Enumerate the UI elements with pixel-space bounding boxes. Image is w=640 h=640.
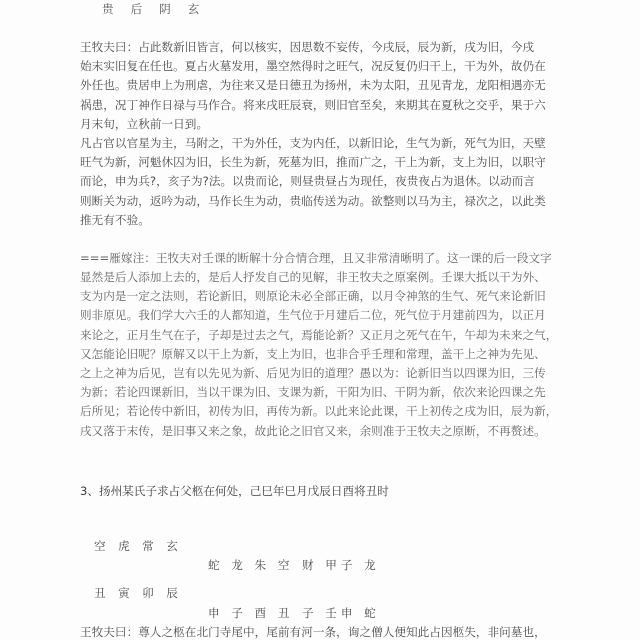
paragraph-2-line-2: 旺气为新，河魁休囚为旧，长生为新，死墓为旧，推而广之，干上为新，支上为旧，以职守 (80, 155, 546, 170)
annotation-line-2: 显然是后人添加上去的，是后人抒发自己的见解，非王牧夫之原案例。壬课大抵以干为外、 (80, 270, 546, 285)
paragraph-2-line-3: 而论，申为兵?，亥子为?法。以贵而论，则昼贵昼占为现任，夜贵夜占为退休。以动而言 (80, 174, 535, 189)
annotation-line-10: 戌又落于末传，是旧事又来之象，故此论之旧官又来，余则准于王牧夫之原断，不再赘述。 (80, 423, 546, 438)
annotation-line-5: 来论之，正月生气在子，子却是过去之气，焉能论新？又正月之死气在午，午却为未来之气， (80, 327, 558, 342)
annotation-line-8: 为新；若论四课新旧，当以干课为旧、支课为新，干阳为旧、干阴为新，依次来论四课之先 (80, 385, 546, 400)
paragraph-2-line-5: 推无有不验。 (80, 212, 150, 227)
paragraph-1-line-4: 祸患，况丁神作日禄与马作合。将来戌旺辰衰，则旧官至矣，来期其在夏秋之交乎，果于六 (80, 97, 546, 112)
tianpan-top-generals: 空 虎 常 玄 (94, 538, 183, 553)
paragraph-1-line-2: 始末实旧复在任也。夏占火墓发用，墨空然得时之旺气，况反复仍归干上，干为外，故仍在 (80, 59, 546, 74)
annotation-line-4: 则非原见。我们学大六壬的人都知道，生气位于月建后二位，死气位于月建前四为，以正月 (80, 308, 546, 323)
sanchuan-row-1: 财 甲子 龙 (302, 558, 380, 573)
sike-generals-row: 蛇 龙 朱 空 (208, 558, 294, 573)
carryover-generals-line: 贵 后 阴 玄 (102, 2, 203, 16)
tianpan-top-branches: 丑 寅 卯 辰 (94, 586, 183, 601)
paragraph-2-line-1: 凡占官以官星为主，马附之，干为外任，支为内任，以新旧论，生气为新，死气为旧，天壁 (80, 135, 546, 150)
paragraph-1-line-1: 王牧夫曰：占此数新旧皆言，何以核实，因思数不妄传，今戌辰，辰为新，戌为旧，今戌 (80, 40, 535, 54)
paragraph-1-line-5: 月末旬，立秋前一日到。 (80, 116, 209, 131)
annotation-line-9: 后所见；若论传中新旧，初传为旧，再传为新。以此来论此课，干上初传之戌为旧，辰为新， (80, 404, 558, 419)
annotation-line-7: 之上之神为后见，岂有以先见为新、后见为旧的道理？愚以为：论新旧当以四课为旧，三传 (80, 366, 546, 380)
annotation-line-1: ===雁嫁注：王牧夫对壬课的断解十分合情合理，且又非常清晰明了。这一课的后一段文字 (80, 250, 552, 265)
section-3-heading: 3、扬州某氏子求占父柩在何处，己巳年巳月戊辰日酉将丑时 (80, 483, 389, 498)
spacer-before-annotation (80, 230, 562, 249)
sike-upper-row: 申 子 酉 丑 (208, 605, 294, 620)
annotation-line-11 (80, 441, 562, 460)
paragraph-1-line-3: 外任也。贵居申上为刑虐，为往来又是日德丑为扬州，未为太阳，丑见青龙，龙阳相遇亦无 (80, 78, 546, 93)
divination-chart-block (80, 509, 562, 620)
tianpan-chart (80, 509, 220, 640)
annotation-line-6: 又怎能论旧呢？原解又以干上为新，支上为旧，也非合乎壬理和常理，盖干上之神为先见、 (80, 346, 546, 361)
spacer-after-header (80, 19, 562, 38)
paragraph-3-line-1: 王牧夫曰：尊人之柩在北门寺尾中，尾前有河一条，询之僧人便知此占因柩失，非问墓也， (80, 624, 546, 639)
sanchuan-row-2: 子 壬申 蛇 (302, 605, 380, 620)
page-content-column (80, 0, 562, 640)
annotation-line-3: 支为内是一定之法则，若论新旧，则原论未必全部正确，以月令神煞的生气、死气来论新旧 (80, 289, 546, 304)
spacer-before-section-3 (80, 460, 562, 482)
paragraph-2-line-4: 则断关为动，返吟为动，马作长生为动，贵临传送为动。欲整则以马为主，禄次之，以此类 (80, 193, 546, 208)
